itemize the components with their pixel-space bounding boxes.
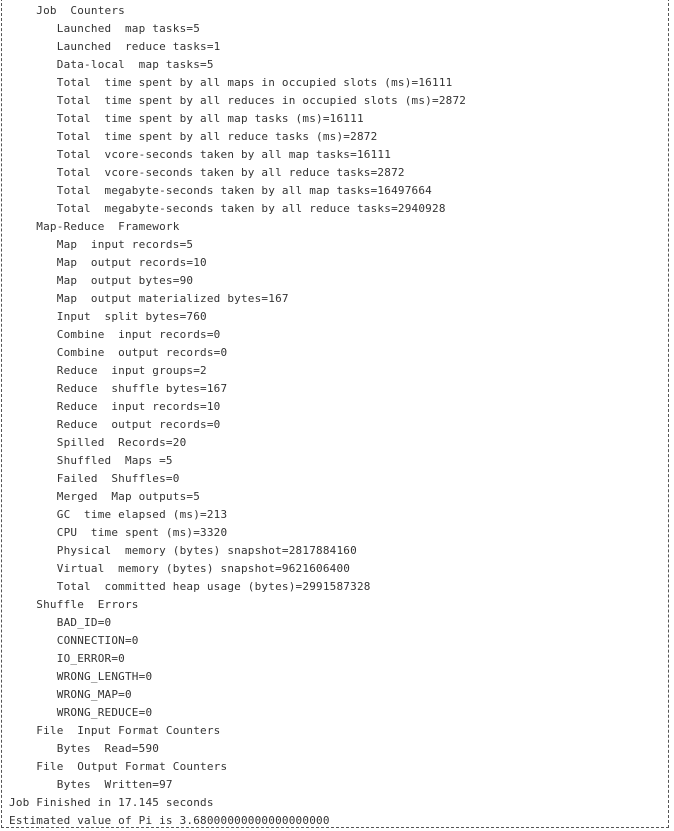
console-line: Shuffled Maps =5	[9, 454, 173, 467]
console-line: Spilled Records=20	[9, 436, 187, 449]
console-line: File Input Format Counters	[9, 724, 221, 737]
console-line: Reduce input groups=2	[9, 364, 207, 377]
console-line: Bytes Read=590	[9, 742, 160, 755]
console-line: WRONG_LENGTH=0	[9, 670, 153, 683]
console-line: Job Finished in 17.145 seconds	[9, 796, 214, 809]
console-line: Total committed heap usage (bytes)=2991587328	[9, 580, 371, 593]
console-line: WRONG_REDUCE=0	[9, 706, 153, 719]
console-line: Reduce shuffle bytes=167	[9, 382, 228, 395]
console-line: Total time spent by all reduces in occupied slots (ms)=2872	[9, 94, 467, 107]
console-line: Map output records=10	[9, 256, 207, 269]
console-line: Total vcore-seconds taken by all map tasks=16111	[9, 148, 392, 161]
console-line: Map output bytes=90	[9, 274, 194, 287]
console-line: Total megabyte-seconds taken by all reduce tasks=2940928	[9, 202, 446, 215]
console-line: IO_ERROR=0	[9, 652, 125, 665]
console-line: Virtual memory (bytes) snapshot=9621606400	[9, 562, 351, 575]
console-output-panel	[1, 0, 669, 828]
console-line: Total time spent by all reduce tasks (ms)=2872	[9, 130, 378, 143]
console-line: Launched map tasks=5	[9, 22, 201, 35]
console-line: Bytes Written=97	[9, 778, 173, 791]
console-line: Total time spent by all map tasks (ms)=16111	[9, 112, 364, 125]
console-line: BAD_ID=0	[9, 616, 112, 629]
console-line: Combine output records=0	[9, 346, 228, 359]
console-line: Map output materialized bytes=167	[9, 292, 289, 305]
console-line: Input split bytes=760	[9, 310, 207, 323]
console-line: Launched reduce tasks=1	[9, 40, 221, 53]
console-line: Estimated value of Pi is 3.68000000000000000000	[9, 814, 330, 827]
console-line: Physical memory (bytes) snapshot=2817884160	[9, 544, 357, 557]
console-line: Reduce input records=10	[9, 400, 221, 413]
console-line: Map input records=5	[9, 238, 194, 251]
console-line: CONNECTION=0	[9, 634, 139, 647]
console-line: Map-Reduce Framework	[9, 220, 180, 233]
console-line: File Output Format Counters	[9, 760, 228, 773]
console-line: Data-local map tasks=5	[9, 58, 214, 71]
console-line: CPU time spent (ms)=3320	[9, 526, 228, 539]
console-line: Combine input records=0	[9, 328, 221, 341]
console-line: Total time spent by all maps in occupied slots (ms)=16111	[9, 76, 453, 89]
console-lines	[9, 2, 668, 828]
console-line: Total vcore-seconds taken by all reduce tasks=2872	[9, 166, 405, 179]
console-line: WRONG_MAP=0	[9, 688, 132, 701]
console-line: GC time elapsed (ms)=213	[9, 508, 228, 521]
console-line: Merged Map outputs=5	[9, 490, 201, 503]
console-line: Failed Shuffles=0	[9, 472, 180, 485]
console-line: Shuffle Errors	[9, 598, 139, 611]
console-line: Reduce output records=0	[9, 418, 221, 431]
console-line: Job Counters	[9, 4, 125, 17]
console-line: Total megabyte-seconds taken by all map tasks=16497664	[9, 184, 432, 197]
